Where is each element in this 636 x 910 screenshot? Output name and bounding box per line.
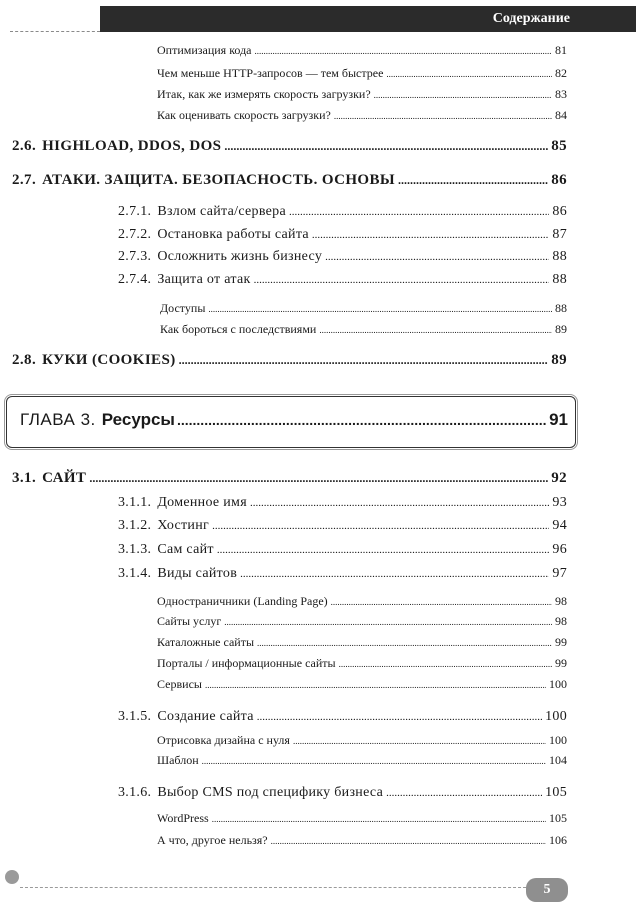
toc-entry-page: 96 [552,542,567,557]
toc-section-number: 3.1. [12,470,37,486]
dot-leader [89,471,548,486]
toc-entry[interactable] [157,833,567,848]
toc-entry-page: 93 [552,495,567,510]
toc-entry-page: 89 [555,322,567,336]
toc-section-number: 3.1.4. [118,566,152,581]
toc-entry-page: 100 [545,709,567,724]
toc-entry-title: Виды сайтов [157,566,238,581]
dot-leader [217,544,550,556]
header-bar [100,6,636,32]
footer-bullet-dot [5,870,19,884]
toc-entry[interactable] [157,108,567,123]
toc-entry-page: 98 [555,594,567,608]
toc-section-number: 3.1.1. [118,495,152,510]
toc-entry-title: Защита от атак [157,272,251,287]
toc-subsection[interactable] [118,542,567,558]
toc-subsection[interactable] [118,785,567,801]
running-header-title: Содержание [492,11,570,26]
toc-entry-page: 88 [555,301,567,315]
toc-entry-title: Итак, как же измерять скорость загрузки? [157,87,371,101]
dot-leader [325,251,549,263]
toc-subsection[interactable] [118,249,567,265]
toc-entry-title: А что, другое нельзя? [157,833,268,847]
toc-entry-title: Одностраничники (Landing Page) [157,594,328,608]
dot-leader [224,617,552,627]
toc-entry-title: АТАКИ. ЗАЩИТА. БЕЗОПАСНОСТЬ. ОСНОВЫ [42,172,396,188]
toc-entry-title: Осложнить жизнь бизнесу [157,249,323,264]
toc-entry-page: 105 [545,785,567,800]
toc-entry-title: Остановка работы сайта [157,227,309,242]
toc-entry-title: Каталожные сайты [157,635,255,649]
dot-leader [240,568,549,580]
dot-leader [205,680,546,690]
toc-entry-title: Доступы [160,301,206,315]
toc-section-number: 2.7. [12,172,37,188]
chapter-title: Ресурсы [101,410,175,429]
toc-entry-page: 105 [549,811,567,825]
toc-entry-title: Как бороться с последствиями [160,322,317,336]
dot-leader [374,90,552,100]
toc-entry-title: Шаблон [157,753,199,767]
toc-entry-page: 86 [552,204,567,219]
dot-leader [254,274,550,286]
toc-entry-title: Как оценивать скорость загрузки? [157,108,331,122]
toc-entry-title: Оптимизация кода [157,43,252,57]
toc-entry-title: Сам сайт [157,542,214,557]
toc-entry[interactable] [160,322,567,337]
dot-leader [386,69,552,79]
dot-leader [257,638,552,648]
toc-entry-page: 99 [555,656,567,670]
dot-leader [179,353,549,368]
toc-entry[interactable] [157,677,567,692]
toc-section-number: 2.7.1. [118,204,152,219]
toc-entry-page: 83 [555,87,567,101]
toc-entry-page: 100 [549,677,567,691]
toc-entry-page: 94 [552,518,567,533]
dot-leader [177,412,547,428]
toc-entry-title: Сайты услуг [157,614,222,628]
toc-entry-page: 88 [552,249,567,264]
toc-entry[interactable] [157,87,567,102]
dot-leader [202,756,546,766]
toc-section-3-1[interactable] [12,470,567,487]
toc-entry-page: 98 [555,614,567,628]
toc-entry[interactable] [157,594,567,609]
toc-entry-title: Хостинг [157,518,210,533]
dot-leader [250,497,549,509]
toc-entry[interactable] [157,43,567,58]
toc-section-number: 3.1.5. [118,709,152,724]
toc-section-number: 3.1.3. [118,542,152,557]
toc-entry-title: Доменное имя [157,495,247,510]
chapter-prefix: ГЛАВА 3. [20,410,96,429]
toc-subsection[interactable] [118,518,567,534]
dot-leader [212,520,549,532]
dot-leader [224,139,548,154]
dot-leader [312,229,549,241]
toc-entry[interactable] [157,733,567,748]
toc-entry-title: Чем меньше HTTP-запросов — тем быстрее [157,66,384,80]
toc-entry-page: 104 [549,753,567,767]
dot-leader [339,659,552,669]
toc-subsection[interactable] [118,227,567,243]
toc-section-2-6[interactable] [12,138,567,155]
toc-entry-page: 97 [552,566,567,581]
toc-entry[interactable] [157,66,567,81]
dot-leader [257,711,542,723]
toc-entry-page: 87 [552,227,567,242]
toc-section-2-8[interactable] [12,352,567,369]
toc-section-number: 3.1.2. [118,518,152,533]
toc-entry-page: 88 [552,272,567,287]
dot-leader [331,597,552,607]
dot-leader [289,206,549,218]
header-dashed-rule [10,31,100,32]
toc-entry-title: КУКИ (COOKIES) [42,352,176,368]
chapter-heading[interactable] [20,410,568,430]
toc-entry-page: 106 [549,833,567,847]
toc-subsection[interactable] [118,204,567,220]
toc-entry-title: Порталы / информационные сайты [157,656,336,670]
toc-section-number: 3.1.6. [118,785,152,800]
footer-dashed-rule [20,887,526,888]
chapter-page: 91 [549,410,568,429]
toc-entry-page: 100 [549,733,567,747]
toc-entry-title: Сервисы [157,677,202,691]
toc-section-2-7[interactable] [12,172,567,189]
toc-entry-page: 81 [555,43,567,57]
toc-entry-title: Отрисовка дизайна с нуля [157,733,290,747]
toc-subsection[interactable] [118,709,567,725]
page-number-badge: 5 [526,878,568,902]
toc-entry-title: WordPress [157,811,209,825]
toc-entry[interactable] [157,614,567,629]
toc-entry-page: 86 [551,172,567,188]
toc-entry-title: Создание сайта [157,709,254,724]
toc-subsection[interactable] [118,566,567,582]
dot-leader [255,46,552,56]
toc-section-number: 2.6. [12,138,37,154]
toc-entry-title: HIGHLOAD, DDOS, DOS [42,138,222,154]
dot-leader [293,736,546,746]
toc-entry-title: САЙТ [42,470,87,486]
toc-entry-page: 84 [555,108,567,122]
toc-entry[interactable] [157,811,567,826]
toc-entry-page: 99 [555,635,567,649]
toc-entry[interactable] [160,301,567,316]
dot-leader [212,814,546,824]
toc-entry-title: Выбор CMS под специфику бизнеса [157,785,384,800]
toc-entry-title: Взлом сайта/сервера [157,204,286,219]
dot-leader [208,304,552,314]
toc-entry-page: 82 [555,66,567,80]
dot-leader [271,836,546,846]
dot-leader [398,173,548,188]
toc-section-number: 2.8. [12,352,37,368]
toc-entry-page: 92 [551,470,567,486]
dot-leader [334,111,552,121]
toc-entry[interactable] [157,656,567,671]
toc-entry[interactable] [157,753,567,768]
toc-entry[interactable] [157,635,567,650]
toc-subsection[interactable] [118,272,567,288]
toc-section-number: 2.7.2. [118,227,152,242]
toc-subsection[interactable] [118,495,567,511]
dot-leader [319,325,552,335]
toc-section-number: 2.7.4. [118,272,152,287]
toc-entry-page: 89 [551,352,567,368]
dot-leader [386,787,542,799]
toc-entry-page: 85 [551,138,567,154]
toc-section-number: 2.7.3. [118,249,152,264]
